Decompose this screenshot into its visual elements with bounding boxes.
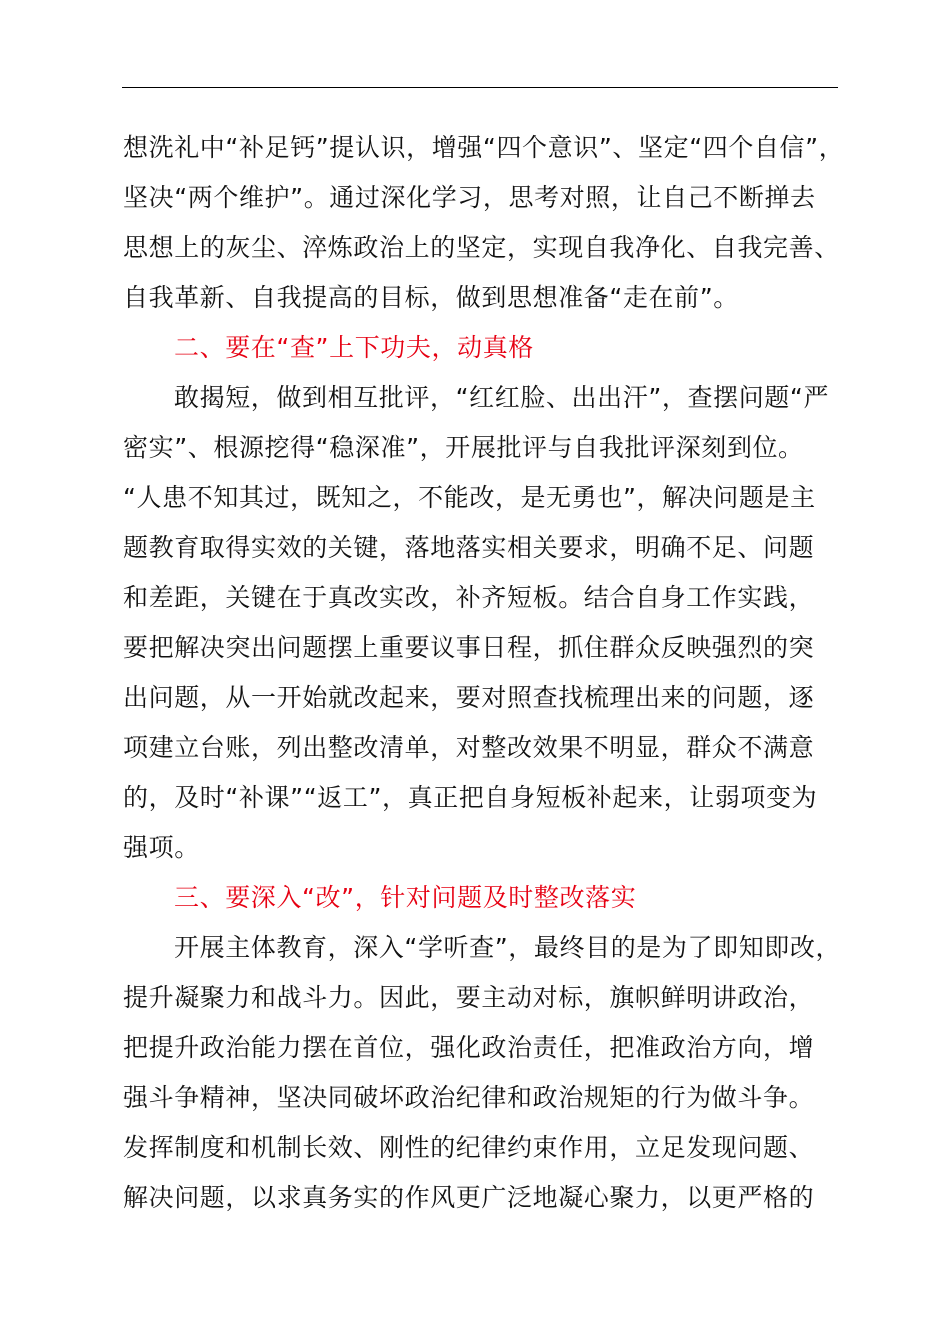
paragraph-line: 开展主体教育，深入“学听查”，最终目的是为了即知即改， <box>174 933 842 962</box>
paragraph-line: 项建立台账，列出整改清单，对整改效果不明显，群众不满意 <box>123 733 815 762</box>
paragraph-line: 坚决“两个维护”。通过深化学习，思考对照，让自己不断掸去 <box>123 183 816 212</box>
paragraph-line: 解决问题，以求真务实的作风更广泛地凝心聚力，以更严格的 <box>123 1183 815 1212</box>
paragraph-line: 把提升政治能力摆在首位，强化政治责任，把准政治方向，增 <box>123 1033 815 1062</box>
paragraph-line: 要把解决突出问题摆上重要议事日程，抓住群众反映强烈的突 <box>123 633 815 662</box>
paragraph-line: “人患不知其过，既知之，不能改，是无勇也”，解决问题是主 <box>123 483 816 512</box>
paragraph-line: 密实”、根源挖得“稳深准”，开展批评与自我批评深刻到位。 <box>123 433 804 462</box>
paragraph-line: 想洗礼中“补足钙”提认识，增强“四个意识”、坚定“四个自信”， <box>123 133 845 162</box>
paragraph-line: 提升凝聚力和战斗力。因此，要主动对标，旗帜鲜明讲政治， <box>123 983 815 1012</box>
section-heading-3: 三、要深入“改”，针对问题及时整改落实 <box>174 883 637 912</box>
paragraph-line: 强项。 <box>123 833 200 862</box>
paragraph-line: 和差距，关键在于真改实改，补齐短板。结合自身工作实践， <box>123 583 815 612</box>
paragraph-line: 出问题，从一开始就改起来，要对照查找梳理出来的问题，逐 <box>123 683 815 712</box>
paragraph-line: 发挥制度和机制长效、刚性的纪律约束作用，立足发现问题、 <box>123 1133 815 1162</box>
section-heading-2: 二、要在“查”上下功夫，动真格 <box>174 333 534 362</box>
paragraph-line: 的，及时“补课”“返工”，真正把自身短板补起来，让弱项变为 <box>123 783 818 812</box>
paragraph-line: 自我革新、自我提高的目标，做到思想准备“走在前”。 <box>123 283 739 312</box>
paragraph-line: 敢揭短，做到相互批评，“红红脸、出出汗”，查摆问题“严 <box>174 383 830 412</box>
header-rule <box>122 87 838 88</box>
paragraph-line: 题教育取得实效的关键，落地落实相关要求，明确不足、问题 <box>123 533 815 562</box>
paragraph-line: 思想上的灰尘、淬炼政治上的坚定，实现自我净化、自我完善、 <box>123 233 840 262</box>
paragraph-line: 强斗争精神，坚决同破坏政治纪律和政治规矩的行为做斗争。 <box>123 1083 815 1112</box>
document-body <box>123 123 853 1223</box>
